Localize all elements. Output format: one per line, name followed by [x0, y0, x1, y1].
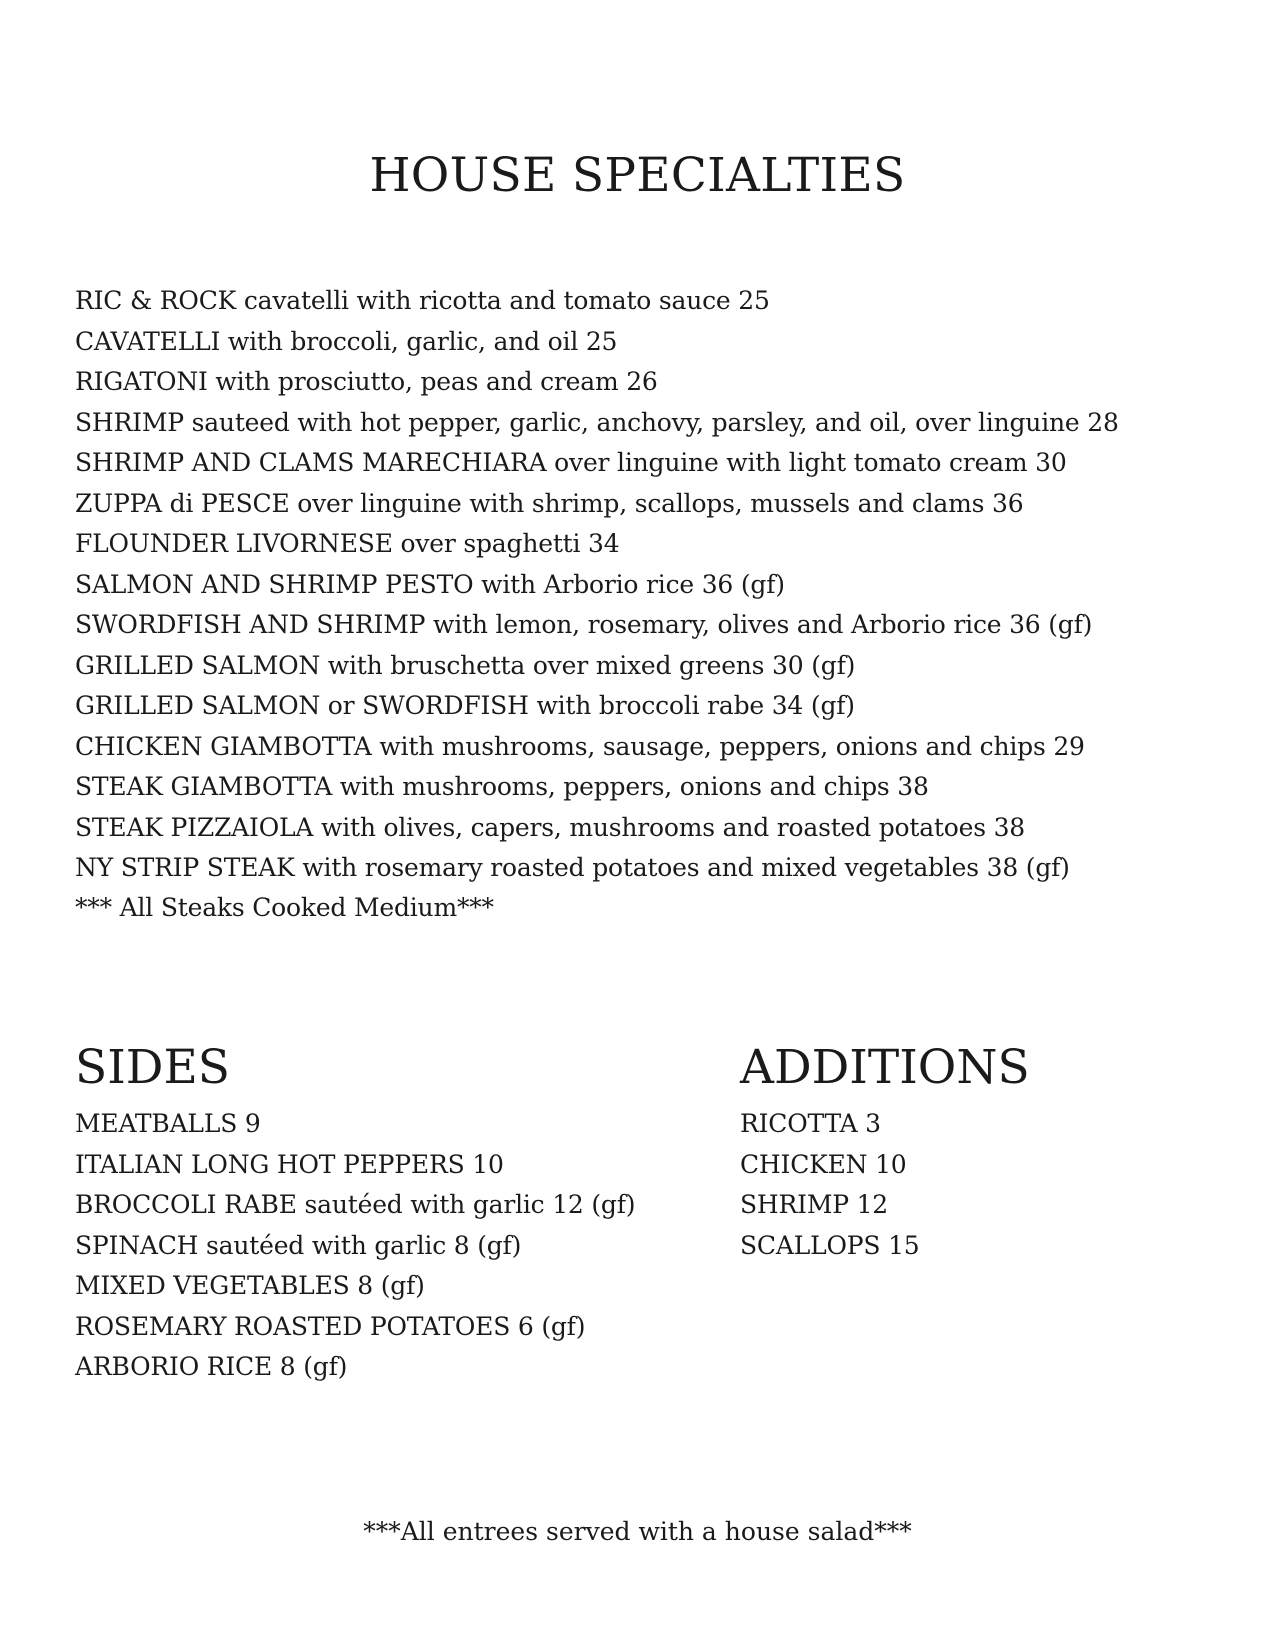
side-item: ROSEMARY ROASTED POTATOES 6 (gf)	[75, 1311, 586, 1341]
footer-note: ***All entrees served with a house salad***	[363, 1517, 912, 1546]
menu-item: NY STRIP STEAK with rosemary roasted potatoes and mixed vegetables 38 (gf)	[75, 853, 1070, 882]
sides-heading: SIDES	[75, 1040, 230, 1095]
menu-item: GRILLED SALMON or SWORDFISH with broccoli rabe 34 (gf)	[75, 691, 855, 720]
menu-item: SHRIMP sauteed with hot pepper, garlic, anchovy, parsley, and oil, over linguine 28	[75, 407, 1119, 437]
sides-list	[75, 1104, 635, 1388]
additions-heading: ADDITIONS	[740, 1040, 1030, 1095]
side-item: MIXED VEGETABLES 8 (gf)	[75, 1271, 425, 1300]
additions-list	[740, 1104, 920, 1266]
addition-item: RICOTTA 3	[740, 1109, 881, 1138]
menu-item: SHRIMP AND CLAMS MARECHIARA over linguine with light tomato cream 30	[75, 448, 1067, 477]
side-item: ITALIAN LONG HOT PEPPERS 10	[75, 1149, 504, 1179]
menu-item: RIC & ROCK cavatelli with ricotta and tomato sauce 25	[75, 286, 770, 315]
menu-item: CAVATELLI with broccoli, garlic, and oil 25	[75, 326, 618, 356]
menu-item: SALMON AND SHRIMP PESTO with Arborio rice 36 (gf)	[75, 569, 785, 599]
steak-note: *** All Steaks Cooked Medium***	[75, 893, 494, 922]
menu-item: RIGATONI with prosciutto, peas and cream 26	[75, 367, 658, 396]
addition-item: SHRIMP 12	[740, 1190, 889, 1219]
menu-item: CHICKEN GIAMBOTTA with mushrooms, sausage, peppers, onions and chips 29	[75, 731, 1085, 761]
side-item: BROCCOLI RABE sautéed with garlic 12 (gf)	[75, 1190, 636, 1219]
house-specialties-list	[75, 281, 1255, 889]
menu-item: GRILLED SALMON with bruschetta over mixed greens 30 (gf)	[75, 650, 856, 680]
menu-item: STEAK GIAMBOTTA with mushrooms, peppers, onions and chips 38	[75, 772, 929, 801]
addition-item: SCALLOPS 15	[740, 1230, 920, 1260]
addition-item: CHICKEN 10	[740, 1149, 907, 1179]
menu-item: STEAK PIZZAIOLA with olives, capers, mushrooms and roasted potatoes 38	[75, 812, 1025, 842]
side-item: MEATBALLS 9	[75, 1109, 261, 1138]
side-item: ARBORIO RICE 8 (gf)	[75, 1352, 348, 1381]
menu-item: ZUPPA di PESCE over linguine with shrimp, scallops, mussels and clams 36	[75, 488, 1024, 518]
menu-item: SWORDFISH AND SHRIMP with lemon, rosemary, olives and Arborio rice 36 (gf)	[75, 610, 1093, 639]
page-title: HOUSE SPECIALTIES	[369, 148, 906, 203]
menu-item: FLOUNDER LIVORNESE over spaghetti 34	[75, 529, 620, 558]
side-item: SPINACH sautéed with garlic 8 (gf)	[75, 1230, 522, 1260]
